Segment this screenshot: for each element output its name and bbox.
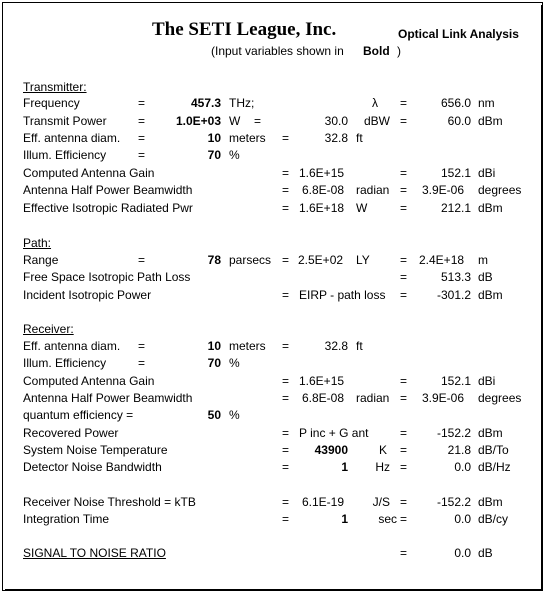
rx-recovered-label: Recovered Power [23, 426, 119, 440]
tx-beamwidth-equals-2: = [400, 183, 408, 197]
path-incident-equals: = [282, 288, 290, 302]
rx-noise-temp-db-unit: dB/To [478, 443, 509, 457]
rx-diam-value: 10 [207, 339, 221, 353]
tx-beamwidth-unit: radian [356, 183, 390, 197]
rx-diam-label: Eff. antenna diam. [23, 339, 121, 353]
rx-noise-temp-unit: K [378, 443, 387, 457]
tx-gain-equals: = [282, 166, 290, 180]
path-incident-formula: EIRP - path loss [299, 288, 386, 302]
rx-noise-temp-equals-2: = [400, 443, 408, 457]
tx-power-equals-3: = [400, 114, 408, 128]
path-range-label: Range [23, 253, 59, 267]
tx-eirp-dbm-unit: dBm [478, 201, 503, 215]
noise-threshold-unit: J/S [372, 495, 390, 509]
org-title: The SETI League, Inc. [152, 19, 337, 40]
rx-noise-temp-label: System Noise Temperature [23, 443, 168, 457]
noise-threshold-value: 6.1E-19 [302, 495, 345, 509]
noise-threshold-equals-2: = [400, 495, 408, 509]
rx-detector-bw-equals: = [282, 460, 290, 474]
tx-frequency-unit: THz; [229, 96, 255, 110]
rx-gain-equals-2: = [400, 374, 408, 388]
path-range-m-unit: m [478, 253, 488, 267]
snr-value: 0.0 [454, 546, 471, 560]
rx-gain-equals: = [282, 374, 290, 388]
tx-lambda-symbol: λ [372, 96, 378, 110]
input-note-suffix: ) [397, 44, 401, 58]
tx-eirp-value: 1.6E+18 [299, 201, 345, 215]
tx-illum-value: 70 [207, 148, 221, 162]
rx-noise-temp-value: 43900 [314, 443, 348, 457]
snr-unit: dB [478, 546, 493, 560]
rx-gain-dbi: 152.1 [440, 374, 471, 388]
path-fspl-label: Free Space Isotropic Path Loss [23, 270, 191, 284]
tx-lambda-value: 656.0 [440, 96, 471, 110]
tx-beamwidth-label: Antenna Half Power Beamwidth [23, 183, 193, 197]
rx-beamwidth-degrees: 3.9E-06 [422, 391, 465, 405]
tx-power-dbw-unit: dBW [364, 114, 391, 128]
tx-power-label: Transmit Power [23, 114, 107, 128]
rx-illum-equals: = [138, 356, 146, 370]
integration-time-value: 1 [341, 512, 348, 526]
path-fspl-equals: = [400, 270, 408, 284]
tx-gain-label: Computed Antenna Gain [23, 166, 155, 180]
rx-detector-bw-label: Detector Noise Bandwidth [23, 460, 162, 474]
tx-power-dbm: 60.0 [447, 114, 471, 128]
tx-power-unit: W [229, 114, 241, 128]
integration-time-unit: sec [378, 512, 397, 526]
snr-label: SIGNAL TO NOISE RATIO [23, 546, 166, 560]
rx-diam-ft-unit: ft [356, 339, 363, 353]
tx-lambda-unit: nm [478, 96, 495, 110]
rx-recovered-unit: dBm [478, 426, 503, 440]
rx-detector-bw-value: 1 [341, 460, 348, 474]
rx-beamwidth-degrees-unit: degrees [478, 391, 522, 405]
noise-threshold-label: Receiver Noise Threshold = kTB [23, 495, 196, 509]
tx-frequency-equals: = [138, 96, 146, 110]
rx-illum-value: 70 [207, 356, 221, 370]
rx-illum-label: Illum. Efficiency [23, 356, 107, 370]
tx-diam-ft-unit: ft [356, 131, 363, 145]
tx-beamwidth-equals: = [282, 183, 290, 197]
tx-diam-value: 10 [207, 131, 221, 145]
tx-power-value: 1.0E+03 [175, 114, 221, 128]
tx-illum-unit: % [229, 148, 240, 162]
rx-qe-label: quantum efficiency = [23, 408, 134, 422]
integration-time-db-unit: dB/cy [478, 512, 509, 526]
rx-diam-unit: meters [229, 339, 266, 353]
tx-power-equals-2: = [254, 114, 262, 128]
integration-time-equals-2: = [400, 512, 408, 526]
rx-qe-value: 50 [207, 408, 221, 422]
rx-beamwidth-unit: radian [356, 391, 390, 405]
path-range-ly-unit: LY [356, 253, 370, 267]
noise-threshold-dbm-unit: dBm [478, 495, 503, 509]
tx-power-dbw: 30.0 [324, 114, 348, 128]
tx-power-equals: = [138, 114, 146, 128]
rx-detector-bw-db-unit: dB/Hz [478, 460, 511, 474]
path-range-equals-2: = [282, 253, 290, 267]
path-fspl-unit: dB [478, 270, 493, 284]
path-incident-label: Incident Isotropic Power [23, 288, 152, 302]
tx-illum-label: Illum. Efficiency [23, 148, 107, 162]
tx-eirp-dbm: 212.1 [440, 201, 471, 215]
rx-recovered-equals-2: = [400, 426, 408, 440]
integration-time-db: 0.0 [454, 512, 471, 526]
rx-noise-temp-equals: = [282, 443, 290, 457]
tx-gain-equals-2: = [400, 166, 408, 180]
rx-gain-label: Computed Antenna Gain [23, 374, 155, 388]
rx-noise-temp-db: 21.8 [447, 443, 471, 457]
receiver-heading: Receiver: [23, 322, 74, 336]
rx-illum-unit: % [229, 356, 240, 370]
path-heading: Path: [23, 236, 52, 250]
path-range-equals-3: = [400, 253, 408, 267]
rx-detector-bw-unit: Hz [375, 460, 390, 474]
tx-eirp-equals: = [282, 201, 290, 215]
tx-diam-label: Eff. antenna diam. [23, 131, 121, 145]
page-subtitle: Optical Link Analysis [398, 27, 519, 41]
rx-recovered-equals: = [282, 426, 290, 440]
transmitter-heading: Transmitter: [23, 80, 87, 94]
rx-beamwidth-equals: = [282, 391, 290, 405]
tx-eirp-label: Effective Isotropic Radiated Pwr [23, 201, 193, 215]
noise-threshold-equals: = [282, 495, 290, 509]
snr-equals: = [400, 546, 408, 560]
integration-time-label: Integration Time [23, 512, 110, 526]
tx-lambda-equals: = [400, 96, 408, 110]
tx-eirp-equals-2: = [400, 201, 408, 215]
tx-beamwidth-degrees-unit: degrees [478, 183, 522, 197]
rx-detector-bw-db: 0.0 [454, 460, 471, 474]
rx-gain-dbi-unit: dBi [478, 374, 496, 388]
rx-diam-equals: = [138, 339, 146, 353]
rx-beamwidth-label: Antenna Half Power Beamwidth [23, 391, 193, 405]
tx-beamwidth-value: 6.8E-08 [302, 183, 345, 197]
integration-time-equals: = [282, 512, 290, 526]
path-fspl-value: 513.3 [440, 270, 471, 284]
tx-eirp-unit: W [356, 201, 368, 215]
path-incident-unit: dBm [478, 288, 503, 302]
path-range-m: 2.4E+18 [419, 253, 465, 267]
rx-recovered-formula: P inc + G ant [299, 426, 369, 440]
tx-illum-equals: = [138, 148, 146, 162]
path-range-value: 78 [207, 253, 221, 267]
rx-detector-bw-equals-2: = [400, 460, 408, 474]
tx-frequency-label: Frequency [23, 96, 80, 110]
tx-diam-equals-2: = [282, 131, 290, 145]
path-range-unit: parsecs [229, 253, 272, 267]
input-note-prefix: (Input variables shown in [211, 44, 344, 58]
tx-diam-ft: 32.8 [324, 131, 348, 145]
rx-diam-equals-2: = [282, 339, 290, 353]
tx-power-dbm-unit: dBm [478, 114, 503, 128]
path-range-equals: = [138, 253, 146, 267]
rx-diam-ft: 32.8 [324, 339, 348, 353]
tx-gain-value: 1.6E+15 [299, 166, 345, 180]
rx-beamwidth-equals-2: = [400, 391, 408, 405]
tx-gain-dbi-unit: dBi [478, 166, 496, 180]
rx-beamwidth-value: 6.8E-08 [302, 391, 345, 405]
tx-diam-equals: = [138, 131, 146, 145]
path-incident-value: -301.2 [436, 288, 471, 302]
noise-threshold-dbm: -152.2 [436, 495, 471, 509]
tx-frequency-value: 457.3 [190, 96, 221, 110]
tx-gain-dbi: 152.1 [440, 166, 471, 180]
rx-recovered-value: -152.2 [436, 426, 471, 440]
tx-diam-unit: meters [229, 131, 266, 145]
rx-gain-value: 1.6E+15 [299, 374, 345, 388]
tx-beamwidth-degrees: 3.9E-06 [422, 183, 465, 197]
rx-qe-unit: % [229, 408, 240, 422]
input-note-bold: Bold [363, 44, 390, 58]
path-incident-equals-2: = [400, 288, 408, 302]
path-range-ly: 2.5E+02 [298, 253, 344, 267]
